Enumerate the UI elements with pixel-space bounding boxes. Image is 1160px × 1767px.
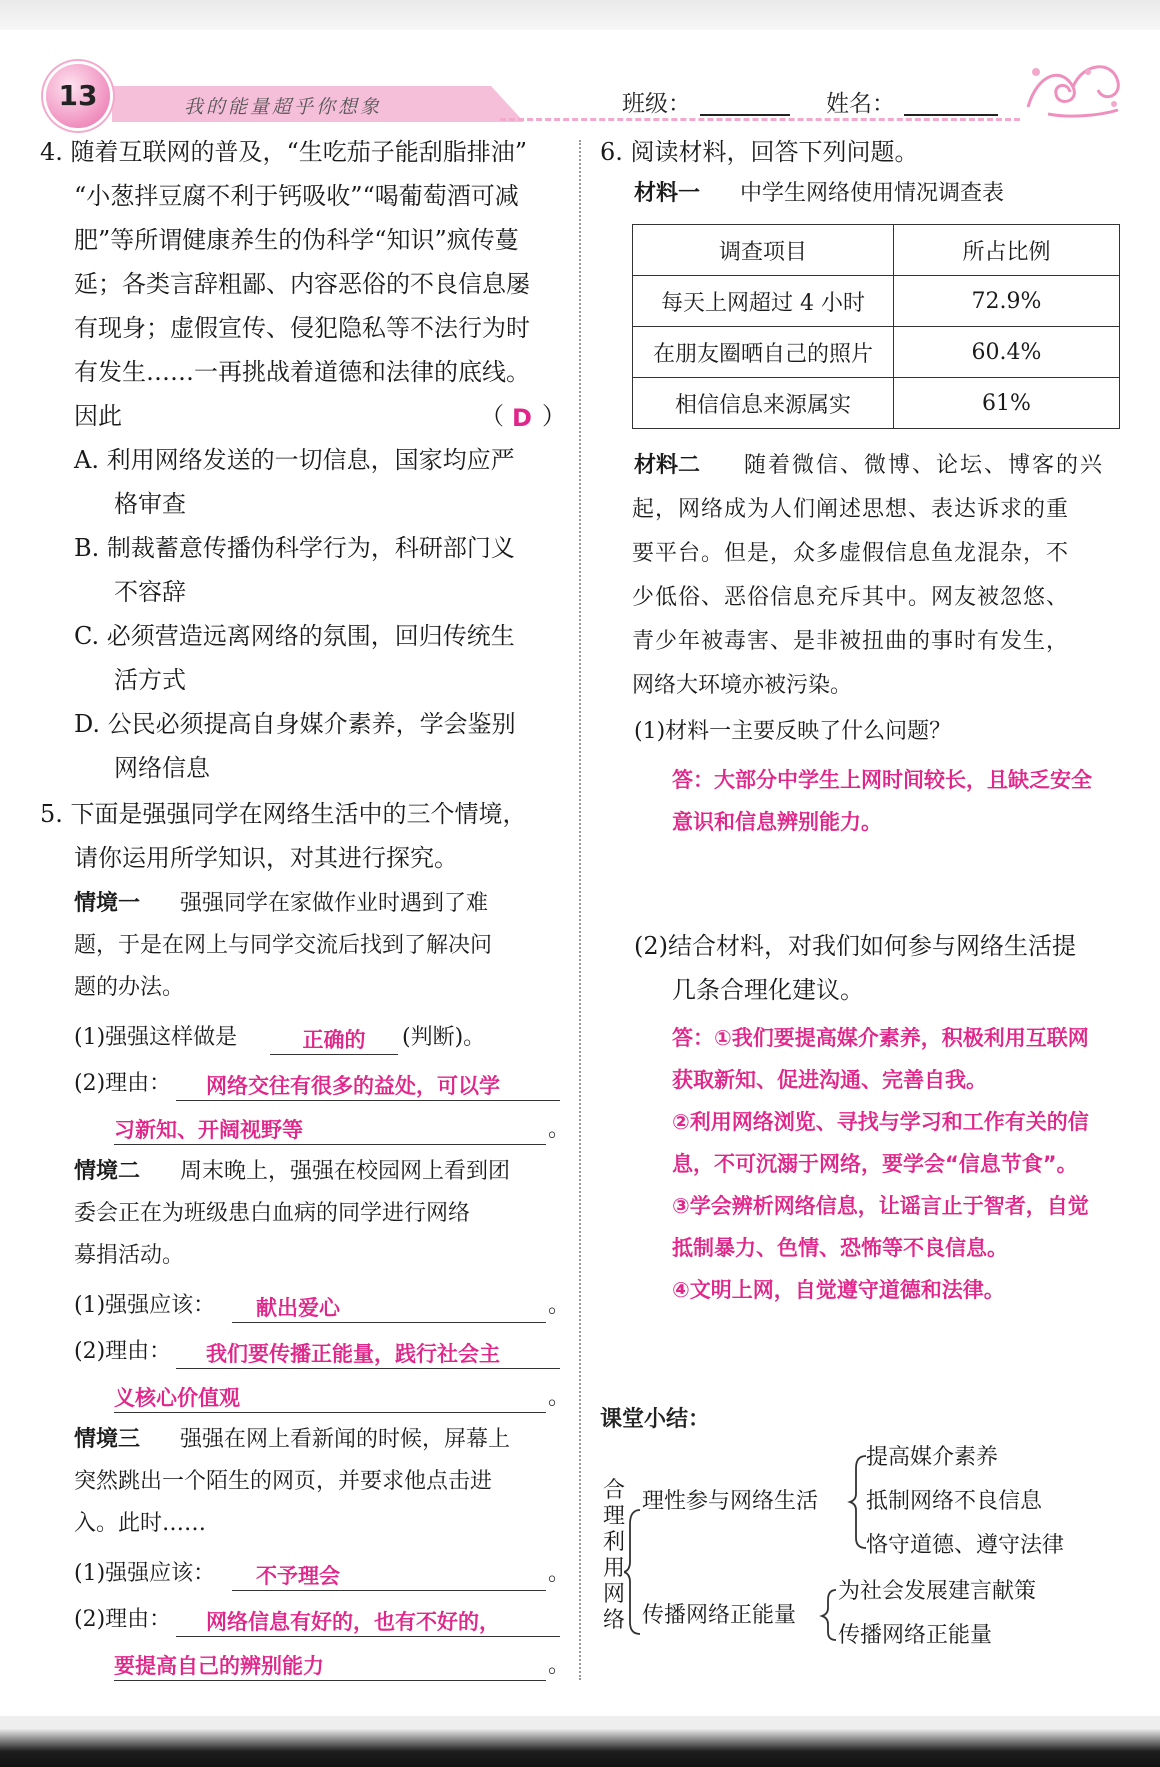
table-cell-ratio: 60.4% (894, 327, 1120, 378)
summary-b1-item-1: 提高媒介素养 (866, 1445, 999, 1470)
summary-root-char: 络 (602, 1608, 625, 1633)
q4-paren-close: ） (542, 402, 566, 430)
class-blank[interactable] (700, 86, 790, 116)
class-label: 班级： (622, 91, 691, 117)
s1-q1-suffix: (判断)。 (402, 1025, 486, 1050)
column-divider (579, 140, 581, 1680)
s1-period: 。 (548, 1117, 571, 1142)
table-cell-ratio: 61% (894, 378, 1120, 429)
q6-intro: 6. 阅读材料，回答下列问题。 (600, 138, 919, 166)
s3-q1-answer: 不予理会 (256, 1564, 340, 1588)
summary-b2-item-2: 传播网络正能量 (838, 1623, 993, 1648)
table-row (633, 327, 1120, 378)
q4-answer[interactable]: D (512, 404, 532, 432)
s2-q1-period: 。 (548, 1293, 571, 1318)
m2-line-1: 随着微信、微博、论坛、博客的兴 (744, 453, 1105, 478)
s1-q2-blank-2[interactable] (114, 1114, 546, 1145)
page-number: 13 (58, 79, 98, 112)
q4-line-3: 肥”等所谓健康养生的伪科学“知识”疯传蔓 (74, 226, 519, 254)
q4-option-c-cont: 活方式 (114, 666, 186, 694)
q6-sub1-answer-2: 意识和信息辨别能力。 (672, 810, 882, 834)
q6-sub2-1: (2)结合材料，对我们如何参与网络生活提 (634, 932, 1076, 960)
m2-line-6: 网络大环境亦被污染。 (632, 673, 853, 698)
summary-b1-item-2: 抵制网络不良信息 (866, 1489, 1043, 1514)
s3-title: 情境三 (74, 1427, 141, 1452)
page-number-badge (46, 64, 110, 128)
s2-q2-blank-2[interactable] (114, 1382, 546, 1413)
m2-line-5: 青少年被毒害、是非被扭曲的事时有发生， (632, 629, 1070, 654)
s1-q2-answer-2: 习新知、开阔视野等 (114, 1118, 303, 1142)
s3-period: 。 (548, 1653, 571, 1678)
s1-q2-blank-1[interactable] (176, 1070, 560, 1101)
q6-sub2-answer-5: ③学会辨析网络信息，让谣言止于智者，自觉 (672, 1194, 1089, 1218)
table-row (633, 276, 1120, 327)
m1-title: 中学生网络使用情况调查表 (740, 181, 1005, 206)
m2-line-3: 要平台。但是，众多虚假信息鱼龙混杂，不 (632, 541, 1070, 566)
s2-q1-prefix: (1)强强应该： (74, 1293, 216, 1318)
name-label: 姓名： (826, 91, 895, 117)
summary-root-char: 用 (602, 1556, 625, 1581)
header-dash-line (500, 118, 1020, 121)
summary-b1-item-3: 恪守道德、遵守法律 (866, 1533, 1065, 1558)
m1-label: 材料一 (634, 181, 701, 206)
summary-branch-1: 理性参与网络生活 (642, 1489, 819, 1514)
q4-option-b: B. 制裁蓄意传播伪科学行为，科研部门义 (74, 534, 515, 562)
table-cell-item: 在朋友圈晒自己的照片 (633, 327, 894, 378)
q4-option-b-cont: 不容辞 (114, 578, 186, 606)
s3-q2-answer-1: 网络信息有好的，也有不好的， (206, 1610, 500, 1634)
table-cell-item: 每天上网超过 4 小时 (633, 276, 894, 327)
m2-line-4: 少低俗、恶俗信息充斥其中。网友被忽悠、 (632, 585, 1070, 610)
s2-q2-blank-1[interactable] (176, 1338, 560, 1369)
q4-option-a: A. 利用网络发送的一切信息，国家均应严 (74, 446, 515, 474)
s2-q1-answer: 献出爱心 (256, 1296, 340, 1320)
s1-q2-prefix: (2)理由： (74, 1071, 172, 1096)
q4-paren-open: （ (480, 402, 504, 430)
s1-title: 情境一 (74, 891, 141, 916)
s3-q2-answer-2: 要提高自己的辨别能力 (114, 1654, 324, 1678)
s2-line-3: 募捐活动。 (74, 1243, 185, 1268)
s3-q2-prefix: (2)理由： (74, 1607, 172, 1632)
q4-option-d-cont: 网络信息 (114, 754, 210, 782)
q6-sub2-answer-3: ②利用网络浏览、寻找与学习和工作有关的信 (672, 1110, 1089, 1134)
summary-branch-2: 传播网络正能量 (642, 1603, 797, 1628)
s3-q2-blank-2[interactable] (114, 1650, 546, 1681)
s3-q1-blank[interactable] (232, 1560, 546, 1591)
q5-intro-2: 请你运用所学知识，对其进行探究。 (74, 844, 458, 872)
q4-line-1: 4. 随着互联网的普及，“生吃茄子能刮脂排油” (40, 138, 528, 166)
q4-line-6: 有发生……一再挑战着道德和法律的底线。 (74, 358, 530, 386)
q4-line-5: 有现身；虚假宣传、侵犯隐私等不法行为时 (74, 314, 530, 342)
summary-root-char: 利 (602, 1530, 625, 1555)
flourish-ornament-icon (1018, 52, 1128, 122)
s2-title: 情境二 (74, 1159, 141, 1184)
q4-option-c: C. 必须营造远离网络的氛围，回归传统生 (74, 622, 515, 650)
s1-line-2: 题，于是在网上与同学交流后找到了解决问 (74, 933, 493, 958)
summary-root-char: 理 (602, 1504, 625, 1529)
s1-q2-answer-1: 网络交往有很多的益处，可以学 (206, 1074, 500, 1098)
s2-line-2: 委会正在为班级患白血病的同学进行网络 (74, 1201, 471, 1226)
s2-q1-blank[interactable] (232, 1292, 546, 1323)
s2-q2-answer-1: 我们要传播正能量，践行社会主 (206, 1342, 500, 1366)
summary-title: 课堂小结： (600, 1407, 711, 1432)
s1-q1-prefix: (1)强强这样做是 (74, 1025, 238, 1050)
table-header-ratio: 所占比例 (894, 225, 1120, 276)
q6-sub2-answer-1: 答：①我们要提高媒介素养，积极利用互联网 (672, 1026, 1089, 1050)
summary-b2-item-1: 为社会发展建言献策 (838, 1579, 1037, 1604)
summary-root-char: 网 (602, 1582, 625, 1607)
q6-sub2-answer-4: 息，不可沉溺于网络，要学会“信息节食”。 (672, 1152, 1078, 1176)
q5-intro-1: 5. 下面是强强同学在网络生活中的三个情境， (40, 800, 527, 828)
q4-stem-end: 因此 (74, 402, 122, 430)
q6-sub2-answer-7: ④文明上网，自觉遵守道德和法律。 (672, 1278, 1005, 1302)
table-row (633, 378, 1120, 429)
s3-q1-prefix: (1)强强应该： (74, 1561, 216, 1586)
s3-q1-period: 。 (548, 1561, 571, 1586)
q4-line-4: 延；各类言辞粗鄙、内容恶俗的不良信息屡 (74, 270, 530, 298)
table-header-item: 调查项目 (633, 225, 894, 276)
s2-q2-answer-2: 义核心价值观 (114, 1386, 240, 1410)
q6-sub1: (1)材料一主要反映了什么问题？ (634, 719, 952, 744)
table-cell-ratio: 72.9% (894, 276, 1120, 327)
s3-line-2: 突然跳出一个陌生的网页，并要求他点击进 (74, 1469, 493, 1494)
q6-sub2-answer-6: 抵制暴力、色情、恐怖等不良信息。 (672, 1236, 1008, 1260)
summary-root-char: 合 (602, 1478, 625, 1503)
s3-line-3: 入。此时…… (74, 1511, 207, 1536)
s2-q2-prefix: (2)理由： (74, 1339, 172, 1364)
table-cell-item: 相信信息来源属实 (633, 378, 894, 429)
s1-q1-blank[interactable] (270, 1024, 398, 1055)
m2-line-2: 起，网络成为人们阐述思想、表达诉求的重 (632, 497, 1070, 522)
q4-option-d: D. 公民必须提高自身媒介素养，学会鉴别 (74, 710, 516, 738)
m2-label: 材料二 (634, 453, 701, 478)
bottom-frame-line (0, 1716, 1160, 1728)
header-motto: 我的能量超乎你想象 (184, 96, 383, 118)
s1-line-1: 强强同学在家做作业时遇到了难 (180, 891, 489, 916)
q4-option-a-cont: 格审查 (114, 490, 186, 518)
s2-period: 。 (548, 1385, 571, 1410)
s2-line-1: 周末晚上，强强在校园网上看到团 (180, 1159, 511, 1184)
name-blank[interactable] (904, 86, 998, 116)
table-header-row (633, 225, 1120, 276)
q4-line-2: “小葱拌豆腐不利于钙吸收”“喝葡萄酒可减 (74, 182, 519, 210)
s1-q1-answer: 正确的 (302, 1028, 366, 1052)
top-frame (0, 0, 1160, 30)
s3-q2-blank-1[interactable] (176, 1606, 560, 1637)
s1-line-3: 题的办法。 (74, 975, 185, 1000)
q6-sub1-answer-1: 答：大部分中学生上网时间较长，且缺乏安全 (672, 768, 1092, 792)
q6-sub2-answer-2: 获取新知、促进沟通、完善自我。 (672, 1068, 987, 1092)
bottom-frame (0, 1728, 1160, 1767)
survey-table (632, 224, 1120, 429)
s3-line-1: 强强在网上看新闻的时候，屏幕上 (180, 1427, 511, 1452)
q6-sub2-2: 几条合理化建议。 (672, 976, 864, 1004)
